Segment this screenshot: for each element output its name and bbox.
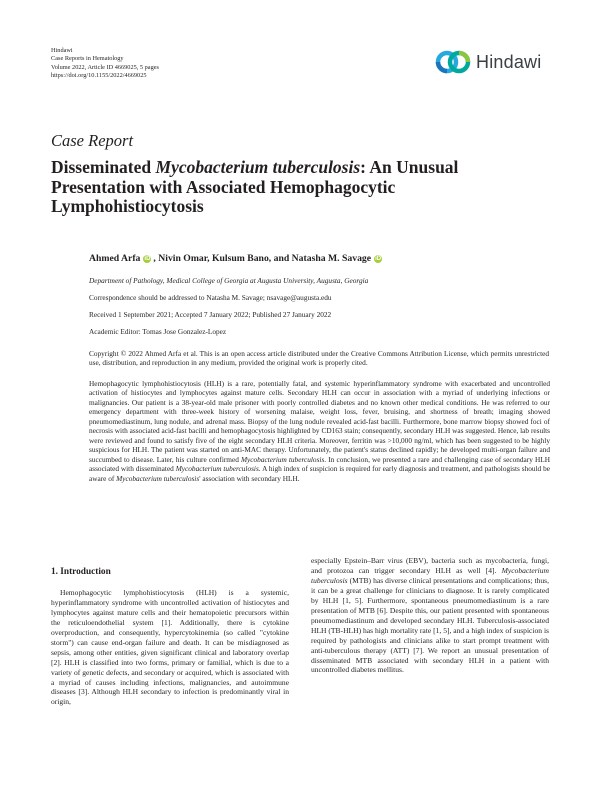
intro-text: (MTB) has diverse clinical presentations and complications; thus, it can be a great challenge for clinicians to diagnose. It is rarely complicated by HLH [1, 5]. Furthermore, spontaneous pneumomediastinum is a rare presentation of MTB [6]. Despite this, our patient presented with spontaneous pneumomediastinum and developed secondary HLH. Tuberculosis-associated HLH (TB-HLH) has high mortality rate [1, 5], and a high index of suspicion is required by pathologists and clinicians alike to start prompt treatment with anti-tuberculous therapy (ATT) [7]. We report an unusual presentation of disseminated MTB associated with secondary HLH in a patient with uncontrolled diabetes mellitus. xyxy=(311,575,549,675)
author-separator: , xyxy=(153,253,159,264)
hindawi-rings-icon xyxy=(435,48,471,76)
publication-dates: Received 1 September 2021; Accepted 7 January 2022; Published 27 January 2022 xyxy=(89,310,332,319)
intro-paragraph: Hemophagocytic lymphohistiocytosis (HLH) is a systemic, hyperinflammatory syndrome with uncontrolled activation of histiocytes and lymphocytes against mature cells and their hematopoietic precursors within the reticuloendothelial system [1]. Additionally, there is cytokine overproduction, and consequently, hypercytokinemia (so called "cytokine storm") can cause end-organ failure and death. It can be misdiagnosed as sepsis, among other entities, given significant clinical and laboratory overlap [2]. HLH is classified into two forms, primary or familial, which is due to a variety of genetic defects, and secondary or acquired, which is associated with a myriad of causes including infections, malignancies, and autoimmune diseases [3]. Although HLH secondary to infection is predominantly viral in origin, xyxy=(51,587,289,707)
logo-wordmark: Hindawi xyxy=(476,51,542,72)
article-type: Case Report xyxy=(51,131,134,150)
abstract-organism: Mycobacterium tuberculosis xyxy=(240,454,325,464)
abstract-organism: Mycobacterium tuberculosis xyxy=(116,473,200,483)
doi-link[interactable]: https://doi.org/10.1155/2022/4669025 xyxy=(51,72,147,80)
academic-editor: Academic Editor: Tomas Jose Gonzalez-Lopez xyxy=(89,327,227,336)
affiliation: Department of Pathology, Medical College of Georgia at Augusta University, Augusta, Georgia xyxy=(89,276,369,285)
abstract-text: Hemophagocytic lymphohistiocytosis (HLH) is a rare, potentially fatal, and systemic hyperinflammatory syndrome with exacerbated and uncontrolled activation of histiocytes and lymphocytes against mature cells. Secondary HLH can occur in association with a myriad of underlying infections or malignancies. Our patient is a 38-year-old male prisoner with poorly controlled diabetes and no known other medical conditions. He was referred to our emergency department with three-week history of worsening malaise, weight loss, fever, bruising, and shortness of breath; imaging showed pneumomediastinum, lung nodule, and adrenal mass. Biopsy of the lung nodule revealed acid-fast bacilli. Furthermore, bone marrow biopsy showed foci of necrosis with associated acid-fast bacilli and hemophagocytosis highlighted by CD163 stain; consequently, secondary HLH was suggested. Hence, lab results were reviewed and found to satisfy five of the eight secondary HLH criteria. Moreover, ferritin was >10,000 ng/ml, which has been suggested to be highly suspicious for HLH. The patient was started on anti-MAC therapy. Unfortunately, the patient's status declined rapidly; he developed multi-organ failure and succumbed to disease. Later, his culture confirmed xyxy=(89,379,550,464)
author-list xyxy=(89,253,384,264)
orcid-icon[interactable]: iD xyxy=(144,255,151,262)
author-1[interactable]: Ahmed Arfa xyxy=(89,253,141,264)
intro-text: especially Epstein–Barr virus (EBV), bacteria such as mycobacteria, fungi, and protozoa can trigger secondary HLH as well [4]. xyxy=(311,556,549,575)
intro-organism: Mycobacterium tuberculosis xyxy=(311,565,549,585)
correspondence: Correspondence should be addressed to Natasha M. Savage; nsavage@augusta.edu xyxy=(89,293,332,302)
authors-middle: Nivin Omar, Kulsum Bano, and Natasha M. Savage xyxy=(158,253,372,264)
title-organism: Mycobacterium tuberculosis xyxy=(155,157,361,177)
abstract-organism: Mycobacterium tuberculosis xyxy=(175,464,259,474)
abstract-text: . A high index of suspicion is required for early diagnosis and treatment, and pathologists should be aware of xyxy=(89,464,550,483)
abstract-text: . In conclusion, we presented a rare and challenging case of secondary HLH associated with disseminated xyxy=(89,454,550,474)
copyright-notice: Copyright © 2022 Ahmed Arfa et al. This is an open access article distributed under the Creative Commons Attribution License, which permits unrestricted use, distribution, and reproduction in any medium, provided the original work is properly cited. xyxy=(89,349,549,368)
journal-name: Case Reports in Hematology xyxy=(51,55,124,63)
journal-header xyxy=(51,47,159,81)
publisher-name: Hindawi xyxy=(51,47,73,54)
title-part-1: Disseminated xyxy=(51,157,156,177)
article-title xyxy=(51,158,551,217)
hindawi-logo[interactable] xyxy=(435,48,541,76)
abstract xyxy=(89,379,550,483)
orcid-icon[interactable]: iD xyxy=(375,255,382,262)
volume-line: Volume 2022, Article ID 4669025, 5 pages xyxy=(51,63,159,71)
column-left xyxy=(51,568,289,707)
title-part-3: : An Unusual Presentation with Associated Hemophagocytic Lymphohistiocytosis xyxy=(51,157,459,217)
section-heading-introduction: 1. Introduction xyxy=(51,567,111,577)
column-right xyxy=(311,556,549,675)
abstract-text: ' association with secondary HLH. xyxy=(199,473,300,483)
intro-paragraph-continued xyxy=(311,556,549,675)
